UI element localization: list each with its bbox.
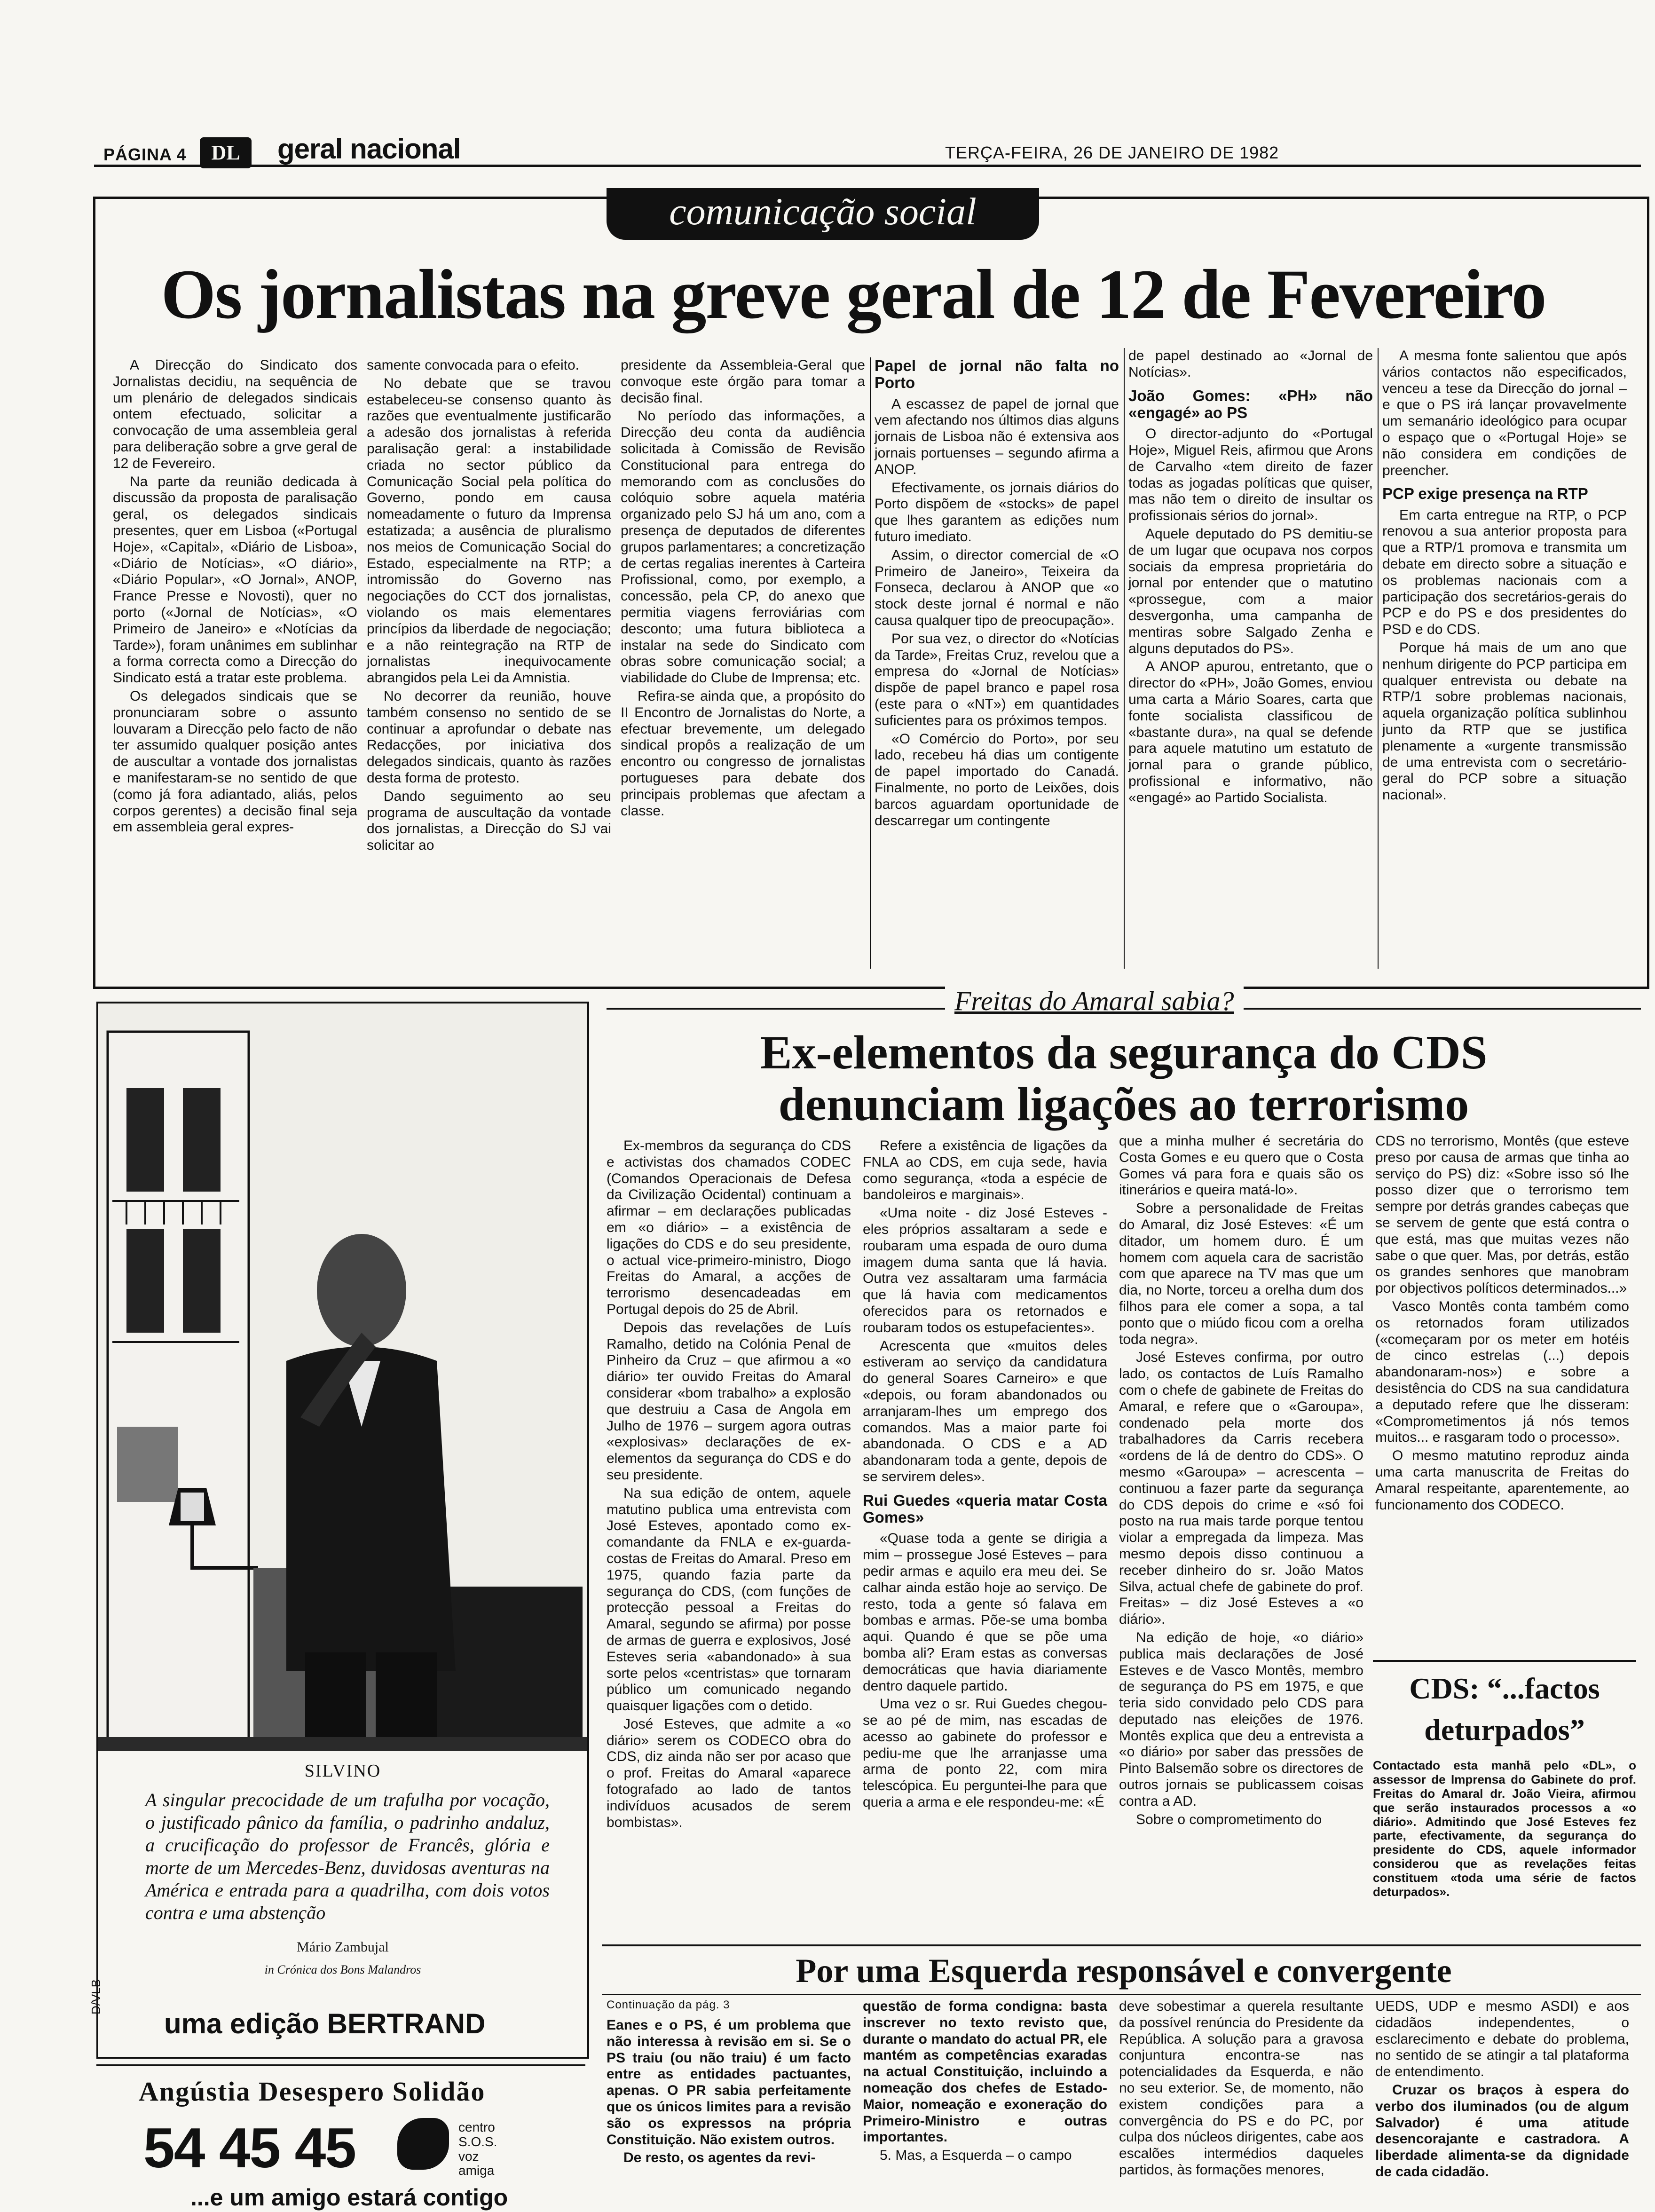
paragraph: presidente da Assembleia-Geral que convoque este órgão para tomar a decisão final. (621, 357, 865, 406)
book-advertisement (89, 1002, 589, 2059)
article1-col3 (621, 357, 865, 821)
article3-col4 (1375, 1999, 1629, 2182)
paragraph: Vasco Montês conta também como os retornados foram utilizados («começaram por os meter em hotéis de cinco estrelas (...) depois abandonaram-nos») e sobre a desistência do CDS na sua candidatura a deputado refere que lhe disseram: «Comprometimentos já nós temos muitos... e rasgaram todo o processo». (1375, 1298, 1629, 1446)
sidebar-headline-line2: deturpados” (1424, 1713, 1585, 1746)
section-name: geral nacional (277, 133, 461, 165)
section-kicker: comunicação social (669, 190, 977, 233)
paragraph: No período das informações, a Direcção deu conta da audiência solicitada à Comissão de Revisão Constitucional para entrega do memorando com as conclusões do colóquio sobre aquela matéria organizado pelo SJ há um ano, com a presença de deputados de diferentes grupos parlamentares; a concretização de certas regalias inerentes à Carteira Profissional, como, por exemplo, a concessão, pela CP, do anexo que permitia viagens ferroviárias com desconto; uma futura biblioteca a instalar na sede do Sindicato com obras sobre comunicação social; a viabilidade do Clube de Imprensa; etc. (621, 408, 865, 686)
article2-col3 (1119, 1133, 1363, 1830)
ad-quote (145, 1789, 550, 1924)
sos-advertisement (96, 2064, 585, 2212)
article2-col1 (607, 1138, 851, 1833)
paragraph: A escassez de papel de jornal que vem afectando nos últimos dias alguns jornais de Lisboa não é extensiva aos jornais portuenses – segundo afirma a ANOP. (875, 396, 1119, 477)
ad-writer: Mário Zambujal (297, 1939, 389, 1955)
sos-phone: 54 45 45 (143, 2117, 356, 2180)
paragraph: Efectivamente, os jornais diários do Porto dispõem de «stocks» de papel que lhes garantem as edições num futuro imediato. (875, 480, 1119, 545)
paragraph: Assim, o director comercial de «O Primeiro de Janeiro», Teixeira da Fonseca, declarou à ANOP que «o stock deste jornal é normal e não causa qualquer tipo de preocupação». (875, 547, 1119, 628)
paragraph: UEDS, UDP e mesmo ASDI) e aos cidadãos independentes, o esclarecimento e debate do problema, no sentido de se atingir a tal plataforma de entendimento. (1375, 1999, 1629, 2080)
paragraph: Na parte da reunião dedicada à discussão da proposta de paralisação geral, os delegados sindicais presentes, quer em Lisboa («Portugal Hoje», «Capital», «Diário de Lisboa», «Diário de Notícias», «O diário», «Diário Popular», «O Jornal», ANOP, France Presse e Novosti), quer no porto («Jornal de Notícias», «O Primeiro de Janeiro» e «Notícias da Tarde»), foram unânimes em sublinhar a forma correcta como a Direcção do Sindicato está a tratar este problema. (113, 474, 357, 686)
paragraph: Refira-se ainda que, a propósito do II Encontro de Jornalistas do Norte, a efectuar brevemente, um delegado sindical propôs a realização de um encontro ou congresso de jornalistas portugueses para debate dos principais problemas que afectam a classe. (621, 688, 865, 819)
paragraph: Uma vez o sr. Rui Guedes chegou-se ao pé de mim, nas escadas de acesso ao gabinete do professor e pediu-me que lhe arranjasse uma arma de ponto 22, com mira telescópica. Eu perguntei-lhe para que queria a arma e ele respondeu-me: «É (863, 1696, 1107, 1810)
paragraph: No debate que se travou estabeleceu-se consenso quanto às razões que eventualmente justificarão a adesão dos jornalistas à referida paralisação geral: a instabilidade criada no sector público da Comunicação Social pela política do Governo, pondo em causa nomeadamente o futuro da Imprensa estatizada; a ausência de pluralismo nos meios de Comunicação Social do Estado, especialmente na RTP; a intromissão do Governo nas negociações do CCT dos jornalistas, violando os mais elementares princípios da liberdade de negociação; e a não reintegração na RTP de jornalistas inequivocamente abrangidos pela Lei da Amnistia. (367, 375, 611, 686)
sidebar-text: Contactado esta manhã pelo «DL», o assessor de Imprensa do Gabinete do prof. Freitas do Amaral dr. João Vieira, afirmou que serão instaurados processos a «o diário». Admitindo que José Esteves fez parte, efectivamente, da segurança do presidente do CDS, aquele informador considerou que as revelações feitas constituem «toda uma série de factos deturpados». (1373, 1758, 1636, 1899)
column-divider (1378, 348, 1379, 969)
paragraph: Dando seguimento ao seu programa de auscultação da vontade dos jornalistas, a Direcção do SJ vai solicitar ao (367, 788, 611, 853)
paragraph: O director-adjunto do «Portugal Hoje», Miguel Reis, afirmou que Arons de Carvalho «tem direito de fazer todas as jogadas políticas que quiser, mas não tem o direito de insultar os profissionais sérios do jornal». (1128, 426, 1373, 524)
article3-headline: Por uma Esquerda responsável e convergente (796, 1952, 1452, 1990)
paragraph: «Quase toda a gente se dirigia a mim – prossegue José Esteves – para pedir armas e aquilo era meu dei. Se calhar ainda estão hoje ao serviço. De resto, toda a gente só falava em bombas e armas. Põe-se uma bomba aqui. Quando é que se põe uma bomba ali? Eram estas as conversas democráticas que havia diariamente dentro daquele partido. (863, 1531, 1107, 1694)
sos-centre: centro S.O.S. voz amiga (458, 2120, 497, 2178)
paragraph: A mesma fonte salientou que após vários contactos não especificados, venceu a tese da Direcção do jornal – e que o PS irá lançar provavelmente um semanário ideológico para ocupar o espaço que o «Portugal Hoje» se não considera em condições de preencher. (1382, 348, 1627, 478)
ad-illustration (98, 1003, 587, 1751)
subheading: João Gomes: «PH» não «engagé» ao PS (1128, 387, 1373, 421)
article3-col3 (1119, 1999, 1363, 2180)
column-divider (1124, 348, 1125, 969)
paragraph: Por sua vez, o director do «Notícias da Tarde», Freitas Cruz, revelou que a empresa do «Jornal de Notícias» dispõe de papel branco e papel rosa (este para o «NT») em quantidades suficientes para os próximos tempos. (875, 631, 1119, 728)
phone-hand-icon (397, 2118, 449, 2170)
subheading: Rui Guedes «queria matar Costa Gomes» (863, 1491, 1107, 1526)
sos-words: Angústia Desespero Solidão (139, 2076, 486, 2107)
paragraph: que a minha mulher é secretária do Costa Gomes e eu quero que o Costa Gomes vá para fora e quais são os itinerários e queira matá-lo». (1119, 1133, 1363, 1198)
paragraph: Na edição de hoje, «o diário» publica mais declarações de José Esteves e de Vasco Montês, membro de segurança do PS em 1975, e que teria sido convidado pelo CDS para deputado nas eleições de 1976. Montês explica que deu a entrevista a «o diário» por saber das pressões de Pinto Balsemão sobre os directores de outros jornais se publicassem coisas contra a AD. (1119, 1629, 1363, 1809)
article1-col5 (1128, 348, 1373, 808)
paragraph: Ex-membros da segurança do CDS e activistas dos chamados CODEC (Comandos Operacionais de Defesa da Civilização Ocidental) continuam a afirmar – em declarações publicadas em «o diário» – a existência de ligações do CDS e do seu presidente, o actual vice-primeiro-ministro, Diogo Freitas do Amaral, a acções de terrorismo desencadeadas em Portugal depois do 25 de Abril. (607, 1138, 851, 1317)
paragraph: Sobre o comprometimento do (1136, 1811, 1322, 1827)
article3-col1 (607, 2017, 851, 2168)
article1-col1 (113, 357, 357, 837)
paragraph: Refere a existência de ligações da FNLA ao CDS, em cuja sede, havia como segurança, «toda a espécie de bandoleiros e marginais». (863, 1138, 1107, 1203)
article3-top-rule (602, 1944, 1641, 1946)
paragraph: A Direcção do Sindicato dos Jornalistas decidiu, na sequência de um plenário de delegados sindicais ontem efectuado, solicitar a convocação de uma assembleia geral para deliberação sobre a grve geral de 12 de Fevereiro. (113, 357, 357, 471)
ad-quote-text: A singular precocidade de um trafulha por vocação, o justificado pânico da família, o padrinho andaluz, a crucificação do professor de Francês, glória e morte de um Mercedes-Benz, duvidosas aventuras na América e entrada para a quadrilha, com dois votos contra e uma abstenção (145, 1789, 550, 1923)
paragraph: CDS no terrorismo, Montês (que esteve preso por causa de armas que tinha ao serviço do PS) diz: «Sobre isso só lhe posso dizer que o terrorismo tem sempre por detrás grandes cabeças que se servem de gente que está contra o que está, mas que muitas vezes não sabe o que quer. Mas, por detrás, estão os grandes senhores que manobram por objectivos políticos determinados...» (1375, 1133, 1629, 1296)
paragraph: Em carta entregue na RTP, o PCP renovou a sua anterior proposta para que a RTP/1 promova e transmita um debate em directo sobre a situação e os problemas nacionais com a participação dos secretários-gerais do PCP e do PS e dos presidentes do PSD e do CDS. (1382, 507, 1627, 638)
page-label: PÁGINA 4 (103, 145, 187, 164)
article2-col4 (1375, 1133, 1629, 1515)
sos-bottom: ...e um amigo estará contigo (190, 2184, 508, 2211)
paragraph: 5. Mas, a Esquerda – o campo (880, 2148, 1072, 2164)
newspaper-logo (200, 137, 252, 168)
issue-date: TERÇA-FEIRA, 26 DE JANEIRO DE 1982 (945, 143, 1279, 162)
paragraph: Os delegados sindicais que se pronunciaram sobre o assunto louvaram a Direcção pelo facto de não ter assumido qualquer posição antes de auscultar a vontade dos jornalistas e manifestaram-se no sentido de que (como já fora adiantado, aliás, pelos corpos gerentes) a decisão final seja em assembleia geral expres- (113, 688, 357, 835)
section-kicker-banner (607, 188, 1039, 240)
ad-side-code: D/VLB (89, 1979, 103, 2014)
paragraph: «O Comércio do Porto», por seu lado, recebeu há dias um contigente de papel importado do Canadá. Finalmente, no porto de Leixões, dois barcos aguardam oportunidade de descarregar um contingente (875, 731, 1119, 829)
header-rule (94, 165, 1641, 167)
column-divider (870, 357, 871, 969)
ad-author-name: SILVINO (304, 1761, 381, 1781)
paragraph: Porque há mais de um ano que nenhum dirigente do PCP participa em qualquer entrevista ou debate na RTP/1 sobre problemas nacionais, aquela organização política sublinhou junto da RTP que se justifica plenamente a «urgente transmissão de uma entrevista com o secretário-geral do PCP sobre a situação nacional». (1382, 640, 1627, 803)
paragraph: José Esteves confirma, por outro lado, os contactos de Luís Ramalho com o chefe de gabinete de Freitas do Amaral, e refere que o «Garoupa», condenado pela morte dos trabalhadores da Carris recebera «ordens de lá de dentro do CDS». O mesmo «Garoupa» – acrescenta – continuou a fazer parte da segurança do CDS depois do crime e «só foi posto na rua mais tarde porque tentou violar a empregada da limpeza. Mas mesmo depois disso continuou a receber dinheiro do sr. João Matos Silva, actual chefe de gabinete do prof. Freitas» – diz José Esteves a «o diário». (1119, 1350, 1363, 1627)
paragraph: Depois das revelações de Luís Ramalho, detido na Colónia Penal de Pinheiro da Cruz – que afirmou a «o diário» ter ouvido Freitas do Amaral considerar «bom trabalho» a explosão que destruiu a Casa de Angola em Julho de 1976 – surgem agora outras «explosivas» declarações de ex-elementos da segurança do CDS e do seu presidente. (607, 1319, 851, 1483)
article2-headline-line1: Ex-elementos da segurança do CDS (760, 1026, 1488, 1079)
paragraph: Aquele deputado do PS demitiu-se de um lugar que ocupava nos corpos sociais da empresa proprietária do jornal por entender que o matutino «prossegue, com a maior desvergonha, uma campanha de mentiras sobre Salgado Zenha e alguns deputados do PS». (1128, 526, 1373, 656)
paragraph: «Uma noite - diz José Esteves - eles próprios assaltaram a sede e roubaram uma espada de ouro duma imagem duma santa que lá havia. Outra vez assaltaram uma farmácia que lá havia com medicamentos oferecidos para os retornados e roubaram todos os estupefacientes». (863, 1205, 1107, 1335)
paragraph: De resto, os agentes da revi- (623, 2150, 816, 2166)
paragraph: O mesmo matutino reproduz ainda uma carta manuscrita de Freitas do Amaral respeitante, aparentemente, ao funcionamento dos CODECO. (1375, 1448, 1629, 1513)
continuation-note: Continuação da pág. 3 (607, 1999, 730, 2011)
cds-sidebar (1373, 1660, 1636, 1906)
article1-col6 (1382, 348, 1627, 806)
article2-col2 (863, 1138, 1107, 1813)
article2-kicker: Freitas do Amaral sabia? (945, 985, 1244, 1017)
article1-col2 (367, 357, 611, 856)
paragraph: Sobre a personalidade de Freitas do Amaral, diz José Esteves: «É um ditador, um homem duro. É um homem com aquela cara de sacristão com que aparece na TV mas que um dia, no Norte, torceu a orelha dum dos filhos para ele comer a sopa, a tal ponto que o miúdo ficou com a orelha toda negra». (1119, 1201, 1363, 1347)
paragraph: de papel destinado ao «Jornal de Notícias». (1128, 348, 1373, 380)
article1-col4 (875, 357, 1119, 831)
ad-book-title: in Crónica dos Bons Malandros (264, 1963, 421, 1976)
paragraph: Eanes e o PS, é um problema que não interessa à revisão em si. Se o PS traiu (ou não traiu) é um facto entre as entidades pactuantes, apenas. O PR sabia perfeitamente que os únicos limites para a revisão são os expressos na própria Constituição. Não existem outros. (607, 2017, 851, 2148)
paragraph: samente convocada para o efeito. (367, 357, 579, 373)
paragraph: A ANOP apurou, entretanto, que o director do «PH», João Gomes, enviou uma carta a Mário Soares, carta que fonte socialista classificou de «bastante dura», na qual se defende para aquele matutino um estatuto de jornal para o grande público, profissional e informativo, não «engagé» ao Partido Socialista. (1128, 659, 1373, 806)
article1-headline: Os jornalistas na greve geral de 12 de Fevereiro (161, 255, 1546, 333)
logo-mark: DL (211, 141, 240, 164)
article3-head-rule (602, 1994, 1641, 1995)
subheading: PCP exige presença na RTP (1382, 485, 1588, 503)
subheading: Papel de jornal não falta no Porto (875, 357, 1119, 392)
paragraph: Cruzar os braços à espera do verbo dos iluminados (ou de algum Salvador) é uma atitude desencorajante e castradora. A liberdade alimenta-se da dignidade de cada cidadão. (1375, 2082, 1629, 2180)
paragraph: No decorrer da reunião, houve também consenso no sentido de se continuar a aprofundar o debate nas Redacções, por iniciativa dos delegados sindicais, quanto às razões desta forma de protesto. (367, 688, 611, 786)
article3-col2 (863, 1999, 1107, 2166)
paragraph: deve sobestimar a querela resultante da possível renúncia do Presidente da República. A solução para a gravosa conjuntura encontra-se nas potencialidades da Esquerda, e não no seu exterior. Se, de momento, não existem condições para a convergência do PS e do PC, por culpa dos núcleos dirigentes, cabe aos escalões intermédios daqueles partidos, às formações menores, (1119, 1999, 1363, 2178)
paragraph: Acrescenta que «muitos deles estiveram ao serviço da candidatura do general Soares Carneiro» e que «depois, ou foram abandonados ou arranjaram-lhes um emprego dos comandos. Mas a maior parte foi abandonada. O CDS e a AD abandonaram toda a gente, depois de se servirem deles». (863, 1338, 1107, 1485)
ad-publisher: uma edição BERTRAND (164, 2008, 486, 2039)
paragraph: Na sua edição de ontem, aquele matutino publica uma entrevista com José Esteves, apontado como ex-comandante da FNLA e ex-guarda-costas de Freitas do Amaral. Preso em 1975, quando fazia parte da segurança do CDS, (com funções de protecção pessoal a Freitas do Amaral, segundo se afirma) por posse de armas de guerra e explosivos, José Esteves seria «abandonado» à sua sorte pelos «centristas» que tornaram público um comunicado negando quaisquer ligações com o detido. (607, 1485, 851, 1714)
article2-headline-line2: denunciam ligações ao terrorismo (778, 1078, 1469, 1131)
sidebar-headline-line1: CDS: “...factos (1409, 1672, 1600, 1705)
paragraph: questão de forma condigna: basta inscrever no texto revisto que, durante o mandato do actual PR, ele mantém as competências exaradas na actual Constituição, incluindo a nomeação dos chefes de Estado-Maior, nomeação e exoneração do Primeiro-Ministro e outras importantes. (863, 1999, 1107, 2145)
paragraph: José Esteves, que admite a «o diário» serem os CODECO obra do CDS, diz ainda não ser por acaso que o prof. Freitas do Amaral «aparece fotografado ao lado de tantos indivíduos acusados de serem bombistas». (607, 1716, 851, 1830)
